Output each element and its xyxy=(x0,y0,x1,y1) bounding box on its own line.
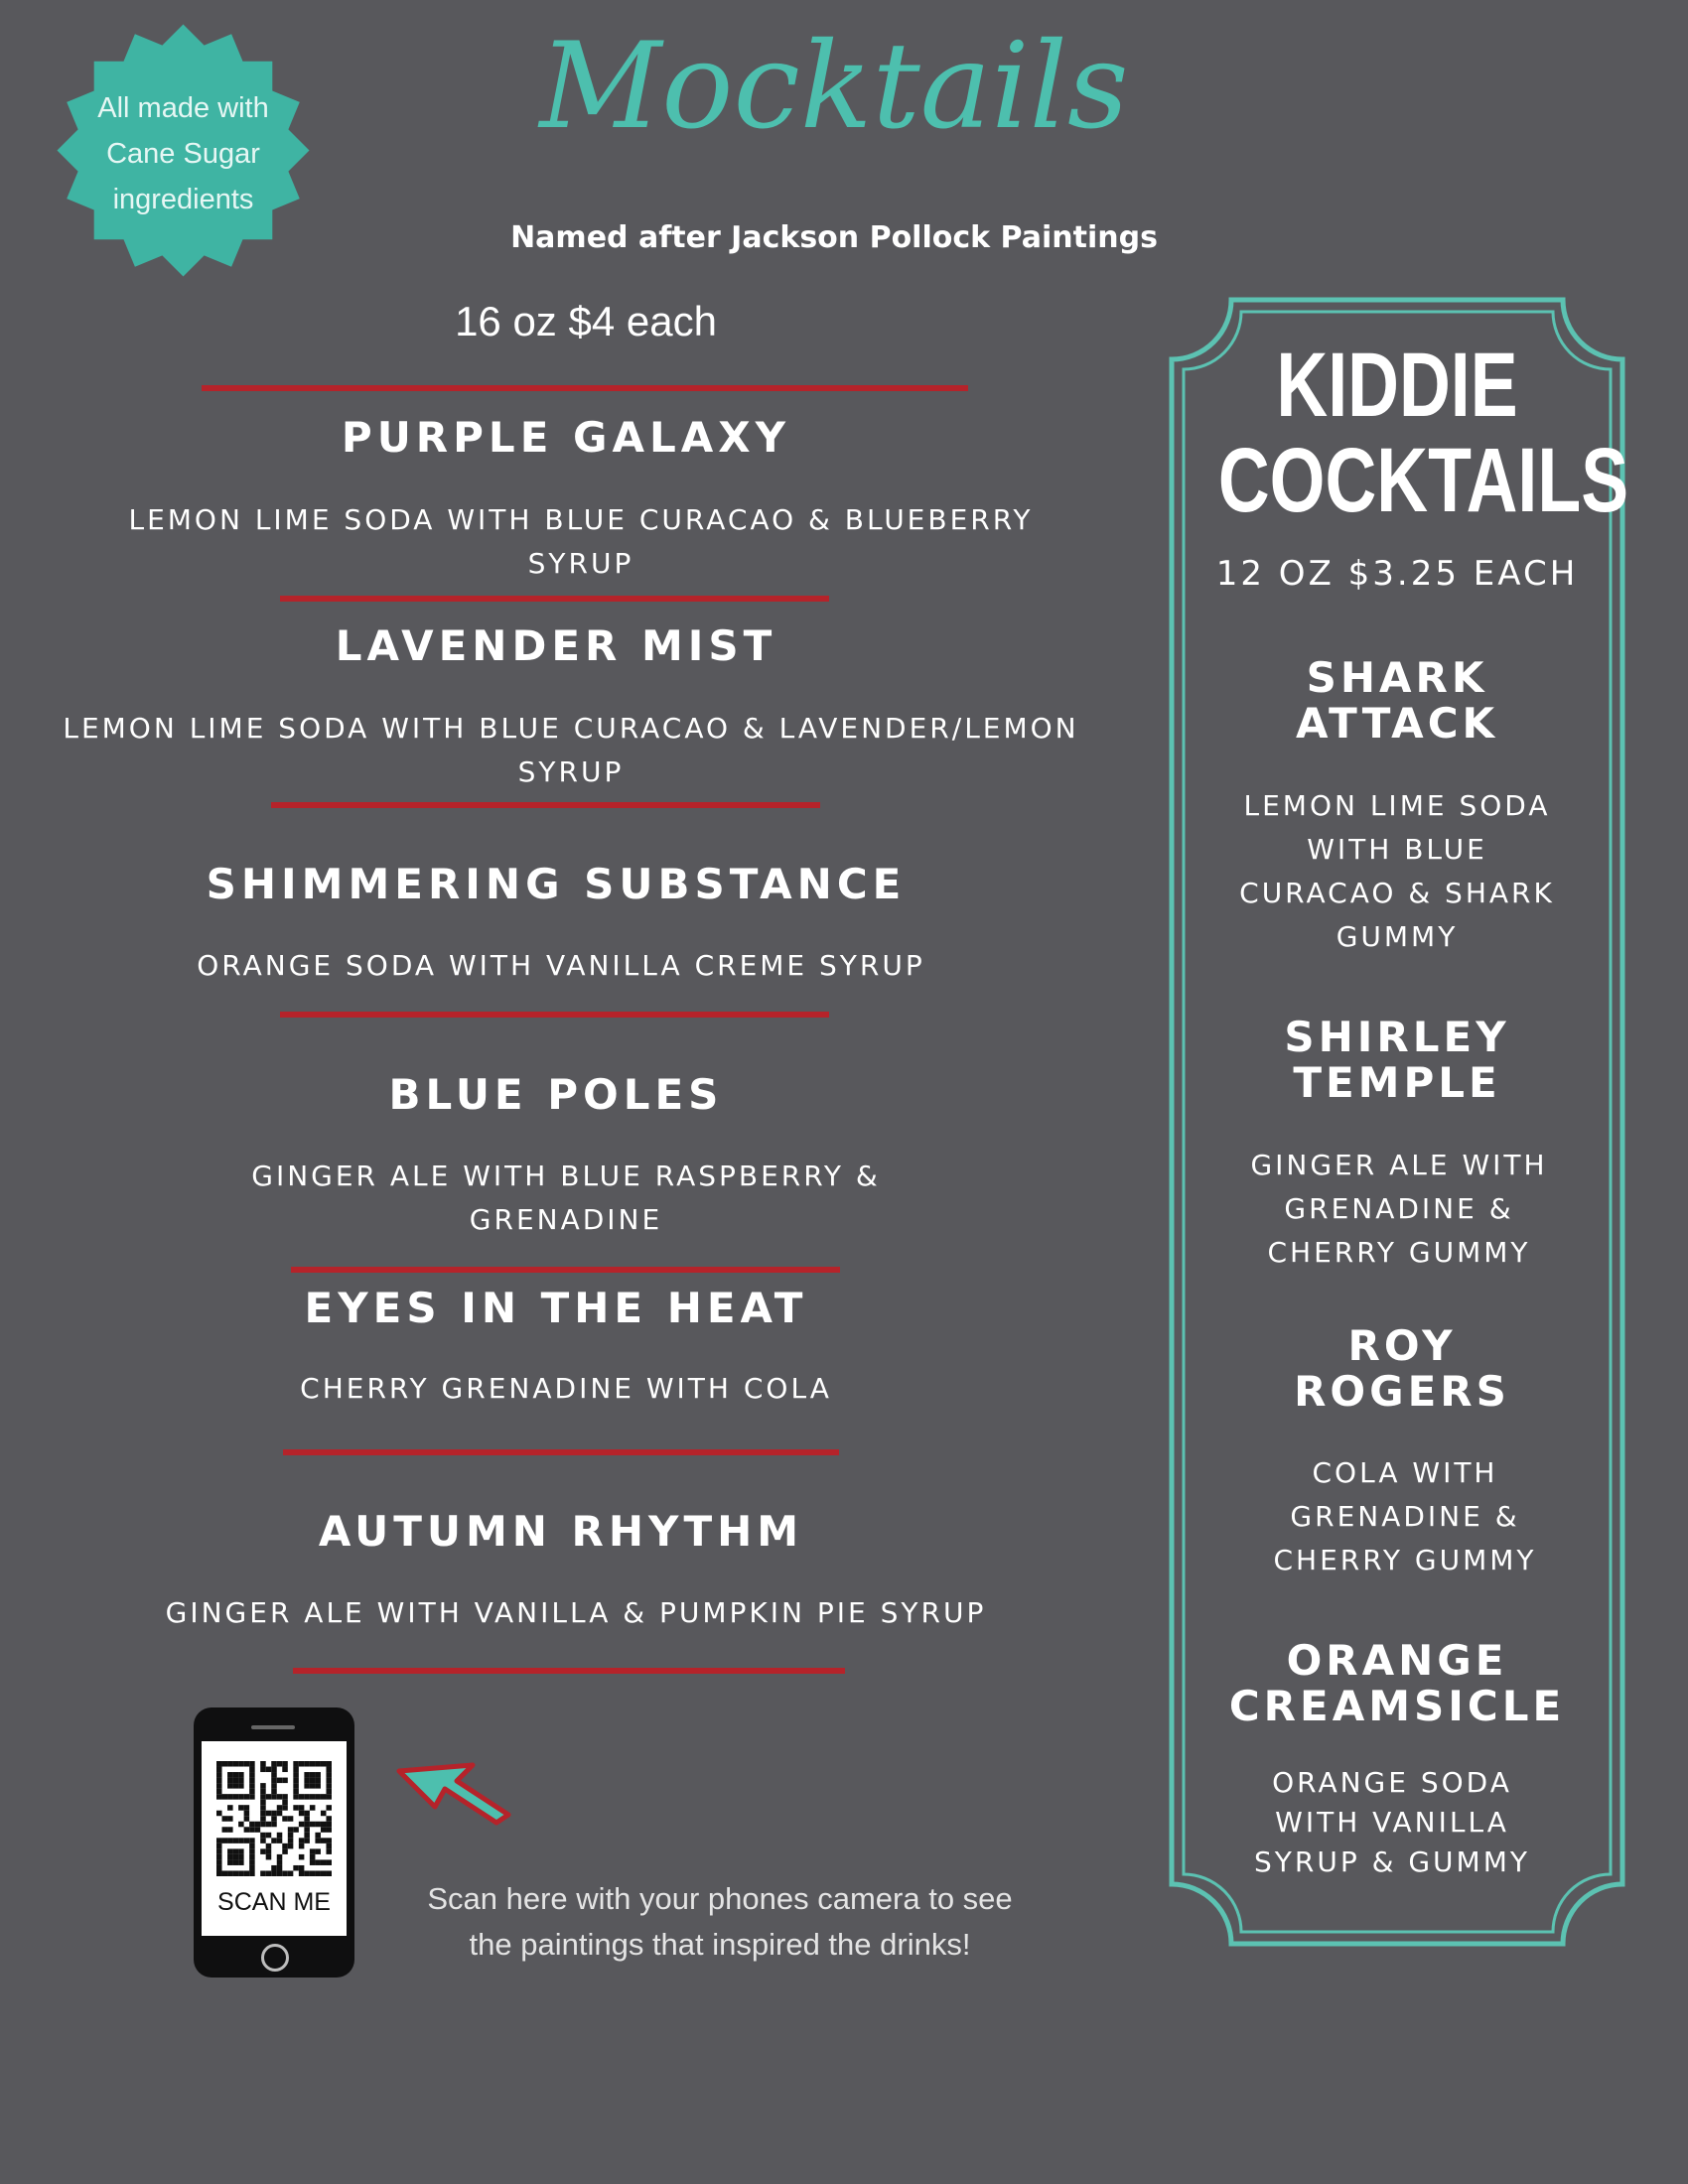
drink-description: GINGER ALE WITH VANILLA & PUMPKIN PIE SYRUP xyxy=(165,1596,987,1629)
qr-module xyxy=(244,1870,250,1876)
qr-module xyxy=(249,1822,255,1828)
qr-module xyxy=(260,1848,266,1854)
qr-module xyxy=(233,1848,239,1854)
qr-module xyxy=(315,1848,321,1854)
qr-module xyxy=(271,1811,277,1817)
drink-name: SHIMMERING SUBSTANCE xyxy=(206,860,907,908)
qr-module xyxy=(304,1778,310,1784)
qr-module xyxy=(227,1870,233,1876)
qr-module xyxy=(216,1848,222,1854)
qr-module xyxy=(310,1805,316,1811)
qr-module xyxy=(288,1843,294,1849)
qr-module xyxy=(255,1822,261,1828)
qr-module xyxy=(216,1811,222,1817)
qr-module xyxy=(216,1854,222,1860)
qr-module xyxy=(238,1783,244,1789)
drink-description: LEMON LIME SODA WITH BLUE CURACAO & LAVENDER/LEMON SYRUP xyxy=(63,712,1079,788)
qr-module xyxy=(310,1761,316,1767)
qr-module xyxy=(216,1870,222,1876)
qr-module xyxy=(233,1778,239,1784)
qr-module xyxy=(244,1805,250,1811)
qr-module xyxy=(326,1805,332,1811)
qr-module xyxy=(321,1794,327,1800)
drink-name: AUTUMN RHYTHM xyxy=(318,1507,804,1556)
qr-module xyxy=(315,1822,321,1828)
qr-module xyxy=(260,1870,266,1876)
page-title: Mocktails xyxy=(539,18,1129,156)
qr-module xyxy=(304,1816,310,1822)
qr-module xyxy=(227,1816,233,1822)
qr-module xyxy=(260,1805,266,1811)
qr-module xyxy=(244,1794,250,1800)
divider xyxy=(271,802,820,808)
qr-module xyxy=(238,1838,244,1843)
qr-module xyxy=(321,1827,327,1833)
qr-module xyxy=(293,1789,299,1795)
qr-module xyxy=(227,1805,233,1811)
qr-module xyxy=(260,1816,266,1822)
kiddie-price: 12 OZ $3.25 EACH xyxy=(1215,554,1579,594)
arrow-icon xyxy=(395,1757,514,1827)
qr-module xyxy=(299,1761,305,1767)
scan-note: Scan here with your phones camera to see the paintings that inspired the drinks! xyxy=(427,1881,1013,1962)
qr-module xyxy=(299,1854,305,1860)
qr-module xyxy=(282,1794,288,1800)
qr-module xyxy=(315,1761,321,1767)
qr-module xyxy=(238,1761,244,1767)
qr-module xyxy=(238,1772,244,1778)
qr-module xyxy=(271,1789,277,1795)
qr-module xyxy=(222,1870,228,1876)
qr-module xyxy=(227,1827,233,1833)
qr-module xyxy=(288,1838,294,1843)
qr-module xyxy=(227,1848,233,1854)
kiddie-drink-description: COLA WITH GRENADINE & CHERRY GUMMY xyxy=(1273,1456,1537,1576)
qr-module xyxy=(216,1761,222,1767)
qr-module xyxy=(304,1783,310,1789)
phone-screen xyxy=(202,1741,347,1936)
qr-module xyxy=(266,1794,272,1800)
drink-description: ORANGE SODA WITH VANILLA CREME SYRUP xyxy=(197,949,925,982)
qr-module xyxy=(326,1843,332,1849)
qr-module xyxy=(249,1772,255,1778)
qr-module xyxy=(227,1838,233,1843)
qr-module xyxy=(271,1794,277,1800)
qr-module xyxy=(315,1859,321,1865)
qr-module xyxy=(315,1794,321,1800)
qr-module xyxy=(233,1783,239,1789)
qr-module xyxy=(315,1778,321,1784)
qr-module xyxy=(310,1859,316,1865)
qr-module xyxy=(233,1870,239,1876)
qr-module xyxy=(326,1778,332,1784)
qr-module xyxy=(238,1859,244,1865)
divider xyxy=(283,1449,839,1455)
qr-module xyxy=(293,1761,299,1767)
qr-module xyxy=(271,1772,277,1778)
qr-module xyxy=(271,1816,277,1822)
qr-module xyxy=(244,1761,250,1767)
qr-module xyxy=(271,1822,277,1828)
qr-module xyxy=(238,1778,244,1784)
qr-module xyxy=(216,1767,222,1773)
qr-module xyxy=(326,1772,332,1778)
qr-module xyxy=(310,1772,316,1778)
phone-icon xyxy=(194,1707,354,1978)
qr-code-icon[interactable] xyxy=(216,1761,332,1876)
qr-module xyxy=(310,1822,316,1828)
qr-module xyxy=(244,1811,250,1817)
qr-module xyxy=(260,1838,266,1843)
qr-module xyxy=(304,1761,310,1767)
qr-module xyxy=(277,1859,283,1865)
qr-module xyxy=(216,1838,222,1843)
qr-module xyxy=(321,1761,327,1767)
qr-module xyxy=(249,1859,255,1865)
qr-module xyxy=(326,1822,332,1828)
mocktail-price: 16 oz $4 each xyxy=(455,298,717,344)
divider xyxy=(280,596,829,602)
qr-module xyxy=(277,1805,283,1811)
qr-module xyxy=(293,1783,299,1789)
qr-module xyxy=(244,1827,250,1833)
qr-module xyxy=(227,1859,233,1865)
qr-module xyxy=(282,1805,288,1811)
qr-module xyxy=(222,1838,228,1843)
qr-module xyxy=(321,1822,327,1828)
drink-description: GINGER ALE WITH BLUE RASPBERRY & GRENADINE xyxy=(251,1160,881,1236)
qr-module xyxy=(315,1870,321,1876)
qr-module xyxy=(227,1778,233,1784)
drink-name: BLUE POLES xyxy=(388,1070,724,1119)
qr-module xyxy=(282,1761,288,1767)
qr-module xyxy=(310,1870,316,1876)
qr-module xyxy=(216,1778,222,1784)
qr-module xyxy=(266,1848,272,1854)
qr-module xyxy=(238,1805,244,1811)
qr-module xyxy=(277,1854,283,1860)
qr-module xyxy=(277,1778,283,1784)
drink-name: PURPLE GALAXY xyxy=(341,413,791,462)
qr-module xyxy=(315,1772,321,1778)
qr-module xyxy=(271,1778,277,1784)
qr-module xyxy=(299,1811,305,1817)
qr-module xyxy=(271,1870,277,1876)
qr-module xyxy=(277,1811,283,1817)
phone-home-button xyxy=(261,1944,289,1972)
qr-module xyxy=(299,1843,305,1849)
qr-module xyxy=(255,1827,261,1833)
qr-module xyxy=(310,1854,316,1860)
qr-module xyxy=(260,1783,266,1789)
kiddie-drink-name: ORANGE CREAMSICLE xyxy=(1228,1636,1566,1730)
qr-module xyxy=(288,1827,294,1833)
qr-module xyxy=(277,1865,283,1871)
qr-module xyxy=(277,1833,283,1839)
qr-module xyxy=(277,1794,283,1800)
divider xyxy=(202,385,968,391)
qr-module xyxy=(293,1865,299,1871)
qr-module xyxy=(299,1794,305,1800)
divider xyxy=(280,1012,829,1018)
qr-module xyxy=(282,1843,288,1849)
qr-module xyxy=(244,1816,250,1822)
qr-module xyxy=(299,1822,305,1828)
qr-module xyxy=(271,1767,277,1773)
qr-module xyxy=(293,1778,299,1784)
qr-module xyxy=(293,1767,299,1773)
qr-module xyxy=(249,1854,255,1860)
qr-module xyxy=(260,1811,266,1817)
qr-module xyxy=(233,1772,239,1778)
qr-module xyxy=(249,1865,255,1871)
qr-module xyxy=(304,1870,310,1876)
qr-module xyxy=(266,1811,272,1817)
qr-module xyxy=(326,1870,332,1876)
qr-module xyxy=(216,1865,222,1871)
qr-module xyxy=(249,1789,255,1795)
qr-module xyxy=(326,1767,332,1773)
badge-text: All made with Cane Sugar ingredients xyxy=(97,92,269,215)
qr-module xyxy=(321,1870,327,1876)
qr-module xyxy=(321,1838,327,1843)
qr-module xyxy=(222,1827,228,1833)
qr-module xyxy=(260,1767,266,1773)
qr-module xyxy=(326,1848,332,1854)
qr-module xyxy=(315,1838,321,1843)
kiddie-drink-description: GINGER ALE WITH GRENADINE & CHERRY GUMMY xyxy=(1250,1149,1548,1269)
qr-module xyxy=(271,1761,277,1767)
qr-module xyxy=(304,1772,310,1778)
qr-module xyxy=(282,1767,288,1773)
qr-module xyxy=(227,1761,233,1767)
qr-module xyxy=(222,1794,228,1800)
qr-module xyxy=(216,1843,222,1849)
qr-module xyxy=(304,1794,310,1800)
qr-module xyxy=(304,1827,310,1833)
qr-module xyxy=(249,1767,255,1773)
qr-module xyxy=(249,1783,255,1789)
qr-module xyxy=(326,1789,332,1795)
qr-module xyxy=(238,1870,244,1876)
qr-module xyxy=(233,1859,239,1865)
qr-module xyxy=(216,1859,222,1865)
qr-module xyxy=(282,1816,288,1822)
qr-module xyxy=(326,1827,332,1833)
qr-module xyxy=(266,1767,272,1773)
qr-module xyxy=(271,1838,277,1843)
qr-module xyxy=(249,1827,255,1833)
qr-module xyxy=(288,1870,294,1876)
qr-module xyxy=(238,1854,244,1860)
qr-module xyxy=(249,1778,255,1784)
qr-module xyxy=(222,1761,228,1767)
qr-module xyxy=(216,1772,222,1778)
divider xyxy=(291,1267,840,1273)
qr-module xyxy=(271,1783,277,1789)
qr-module xyxy=(238,1794,244,1800)
qr-module xyxy=(260,1800,266,1806)
qr-module xyxy=(299,1870,305,1876)
qr-module xyxy=(310,1778,316,1784)
qr-module xyxy=(266,1854,272,1860)
qr-module xyxy=(326,1783,332,1789)
qr-module xyxy=(266,1843,272,1849)
qr-module xyxy=(271,1865,277,1871)
qr-module xyxy=(260,1789,266,1795)
qr-module xyxy=(260,1833,266,1839)
qr-module xyxy=(249,1838,255,1843)
qr-module xyxy=(260,1822,266,1828)
qr-module xyxy=(304,1822,310,1828)
drink-name: EYES IN THE HEAT xyxy=(304,1284,808,1332)
kiddie-drink-name: ROY ROGERS xyxy=(1294,1321,1510,1416)
scan-me-label: SCAN ME xyxy=(217,1888,331,1916)
qr-module xyxy=(249,1870,255,1876)
kiddie-drink-description: LEMON LIME SODA WITH BLUE CURACAO & SHARK GUMMY xyxy=(1239,789,1555,953)
qr-module xyxy=(277,1870,283,1876)
qr-module xyxy=(293,1794,299,1800)
drink-name: LAVENDER MIST xyxy=(335,621,777,670)
drink-description: LEMON LIME SODA WITH BLUE CURACAO & BLUEBERRY SYRUP xyxy=(128,503,1034,580)
qr-module xyxy=(326,1761,332,1767)
qr-module xyxy=(233,1854,239,1860)
qr-module xyxy=(304,1833,310,1839)
qr-module xyxy=(222,1816,228,1822)
qr-module xyxy=(227,1794,233,1800)
phone-speaker xyxy=(251,1725,295,1729)
page-subtitle: Named after Jackson Pollock Paintings xyxy=(510,220,1158,255)
qr-module xyxy=(282,1800,288,1806)
qr-module xyxy=(216,1789,222,1795)
qr-module xyxy=(310,1848,316,1854)
kiddie-drink-name: SHIRLEY TEMPLE xyxy=(1284,1013,1510,1107)
qr-module xyxy=(326,1859,332,1865)
qr-module xyxy=(321,1859,327,1865)
qr-module xyxy=(260,1794,266,1800)
qr-module xyxy=(299,1865,305,1871)
qr-module xyxy=(249,1761,255,1767)
qr-module xyxy=(315,1783,321,1789)
qr-module xyxy=(310,1794,316,1800)
qr-module xyxy=(304,1811,310,1817)
qr-module xyxy=(277,1761,283,1767)
qr-module xyxy=(282,1848,288,1854)
qr-module xyxy=(266,1833,272,1839)
qr-module xyxy=(266,1822,272,1828)
qr-module xyxy=(260,1761,266,1767)
qr-module xyxy=(326,1838,332,1843)
qr-module xyxy=(227,1854,233,1860)
qr-module xyxy=(249,1848,255,1854)
qr-module xyxy=(216,1783,222,1789)
kiddie-drink-description: ORANGE SODA WITH VANILLA SYRUP & GUMMY xyxy=(1254,1766,1530,1878)
qr-module xyxy=(233,1838,239,1843)
qr-module xyxy=(277,1838,283,1843)
qr-module xyxy=(299,1805,305,1811)
kiddie-drink-name: SHARK ATTACK xyxy=(1295,653,1499,748)
qr-module xyxy=(233,1761,239,1767)
drink-description: CHERRY GRENADINE WITH COLA xyxy=(300,1372,832,1405)
qr-module xyxy=(299,1838,305,1843)
qr-module xyxy=(310,1783,316,1789)
kiddie-title: KIDDIE COCKTAILS xyxy=(1217,335,1629,531)
qr-module xyxy=(293,1772,299,1778)
qr-module xyxy=(288,1833,294,1839)
qr-module xyxy=(288,1816,294,1822)
qr-module xyxy=(249,1843,255,1849)
qr-module xyxy=(233,1794,239,1800)
qr-module xyxy=(266,1870,272,1876)
qr-module xyxy=(238,1822,244,1828)
qr-module xyxy=(293,1827,299,1833)
qr-module xyxy=(282,1778,288,1784)
qr-module xyxy=(249,1794,255,1800)
divider xyxy=(293,1668,845,1674)
qr-module xyxy=(304,1838,310,1843)
qr-module xyxy=(244,1838,250,1843)
qr-module xyxy=(326,1816,332,1822)
qr-module xyxy=(282,1870,288,1876)
qr-module xyxy=(315,1833,321,1839)
qr-module xyxy=(216,1794,222,1800)
qr-module xyxy=(293,1805,299,1811)
qr-module xyxy=(326,1794,332,1800)
qr-module xyxy=(227,1783,233,1789)
qr-module xyxy=(238,1848,244,1854)
qr-module xyxy=(321,1811,327,1817)
qr-module xyxy=(227,1772,233,1778)
